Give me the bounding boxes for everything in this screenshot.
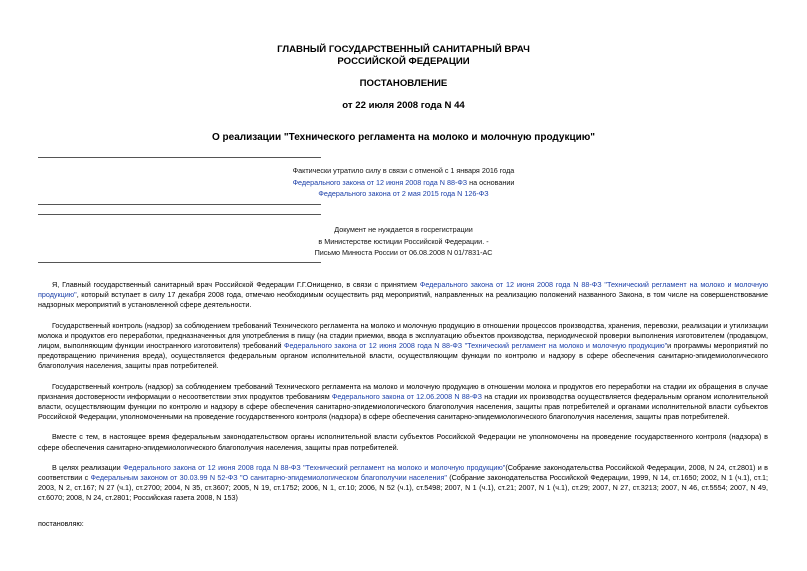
law-88fz-link[interactable]: Федерального закона от 12.06.2008 N 88-ФЗ (331, 391, 482, 401)
law-88fz-link[interactable]: Федерального закона от 12 июня 2008 года N 88-ФЗ (292, 177, 468, 187)
status-note-line-3 (0, 188, 807, 200)
law-126fz-link[interactable]: Федерального закона от 2 мая 2015 года N 126-ФЗ (318, 189, 489, 198)
law-88fz-link[interactable]: Федерального закона от 12 июня 2008 года N 88-ФЗ "Технический регламент на молоко и молочную продукцию" (38, 280, 769, 300)
document-type: ПОСТАНОВЛЕНИЕ (359, 78, 448, 89)
paragraph-4 (38, 432, 768, 452)
paragraph-text: на стадии их производства осуществляется федеральным органом исполнительной власти, осуществляющим функции по контролю и надзору в сфере обеспечения санитарно-эпидемиологического благополучия населения, защиты прав потребителей и органами исполнительной власти субъектов Российской Федерации, уполномоченными на проведение государственного контроля (надзора) в сфере обеспечения санитарно-эпидемиологического благополучия населения, защиты прав потребителей. (38, 391, 769, 422)
law-88fz-link[interactable]: Федерального закона от 12 июня 2008 года N 88-ФЗ "Технический регламент на молоко и молочную продукцию" (123, 462, 506, 472)
issuing-authority (0, 44, 807, 68)
status-note-text: на основании (467, 177, 515, 187)
paragraph-text: Государственный контроль (надзор) за соблюдением требований Технического регламента на молоко и молочную продукцию в отношении процессов производства, хранения, перевозки, реализации и утилизации молока и продуктов его переработки, предназначенных для употребления в пищу (на стадии приемки, ввода в эксплуатацию объектов производства, периодической проверки выполнения изготовителем (продавцом, лицом, выполняющим функции иностранного изготовителя) требований (38, 320, 768, 351)
law-52fz-link[interactable]: Федеральным законом от 30.03.99 N 52-ФЗ "О санитарно-эпидемиологическом благополучии населения" (90, 473, 447, 483)
authority-line-2: РОССИЙСКОЙ ФЕДЕРАЦИИ (337, 56, 470, 67)
divider (38, 214, 321, 215)
registration-line-1: Документ не нуждается в госрегистрации (334, 225, 473, 234)
document-body (38, 280, 768, 514)
closing-word: постановляю: (38, 519, 84, 528)
divider (38, 262, 321, 263)
registration-note (0, 224, 807, 259)
paragraph-text: (Собрание законодательства Российской Федерации, 1999, N 14, ст.1650; 2002, N 1 (ч.1), ст.1; 2003, N 2, ст.167; N 27 (ч.1), ст.2700; 2004, N 35, ст.3607; 2005, N 19, ст.1752; 2006, N 1, ст.10; 2006, N 52 (ч.1), ст.5498; 2007, N 1 (ч.1), ст.21; 2007, N 1 (ч.1), ст.29; 2007, N 27, ст.3213; 2007, N 46, ст.5554; 2007, N 49, ст.6070; 2008, N 24, ст.2801; Российская газета 2008, N 153) (38, 473, 768, 503)
paragraph-text: и программы мероприятий по предотвращению причинения вреда), осуществляется федеральным органом исполнительной власти, осуществляющим функции по контролю и надзору в сфере обеспечения санитарно-эпидемиологического благополучия населения, защиты прав потребителей. (38, 341, 768, 371)
status-note (0, 165, 807, 200)
paragraph-text: (Собрание законодательства Российской Федерации, 2008, N 24, ст.2801) и в соответствии с (38, 462, 768, 483)
document-date-number: от 22 июля 2008 года N 44 (342, 100, 465, 111)
paragraph-text: Вместе с тем, в настоящее время федеральным законодательством органы исполнительной власти субъектов Российской Федерации не уполномочены на проведение государственного контроля (надзора) в сфере обеспечения санитарно-эпидемиологического благополучия населения, защиты прав потребителей. (38, 432, 768, 452)
document-title: О реализации "Технического регламента на молоко и молочную продукцию" (211, 132, 596, 143)
paragraph-text: , который вступает в силу 17 декабря 2008 года, отмечаю необходимым осуществить ряд мероприятий, направленных на реализацию положений названного Закона, в том числе на совершенствование надзорных мероприятий в установленной сфере деятельности. (38, 290, 768, 310)
paragraph-1 (38, 280, 768, 311)
paragraph-text: В целях реализации (52, 462, 124, 472)
paragraph-3 (38, 382, 768, 423)
status-note-line-2 (0, 177, 807, 189)
registration-line-3: Письмо Минюста России от 06.08.2008 N 01/7831-АС (314, 248, 493, 257)
paragraph-text: Государственный контроль (надзор) за соблюдением требований Технического регламента на молоко и молочную продукцию в отношении молока и продуктов его переработки на стадии их обращения в случае признания достоверности информации о несоответствии этих продуктов требованиям (38, 381, 768, 401)
paragraph-5 (38, 463, 768, 504)
status-note-line-1: Фактически утратило силу в связи с отменой с 1 января 2016 года (292, 166, 515, 175)
paragraph-text: Я, Главный государственный санитарный врач Российской Федерации Г.Г.Онищенко, в связи с принятием (52, 280, 420, 289)
registration-line-2: в Министерстве юстиции Российской Федерации. - (318, 236, 489, 246)
authority-line-1: ГЛАВНЫЙ ГОСУДАРСТВЕННЫЙ САНИТАРНЫЙ ВРАЧ (277, 44, 530, 55)
divider (38, 157, 321, 158)
paragraph-2 (38, 321, 768, 372)
divider (38, 204, 321, 205)
law-88fz-link[interactable]: Федерального закона от 12 июня 2008 года N 88-ФЗ "Технический регламент на молоко и молочную продукцию" (283, 341, 668, 351)
